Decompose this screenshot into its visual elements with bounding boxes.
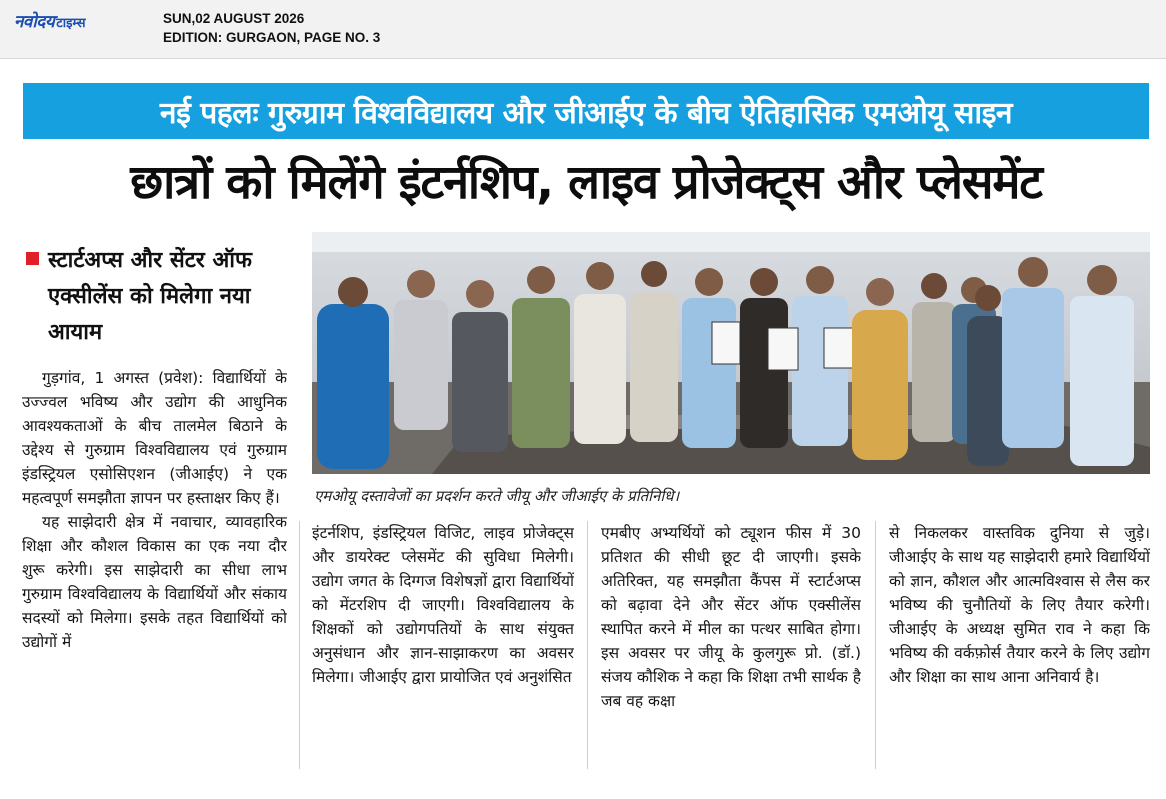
edition-page: EDITION: GURGAON, PAGE NO. 3 [163,30,381,45]
body-column-2 [312,521,574,781]
photo-caption: एमओयू दस्तावेजों का प्रदर्शन करते जीयू और जीआईए के प्रतिनिधि। [314,487,680,505]
subhead-text: स्टार्टअप्स और सेंटर ऑफ एक्सीलेंस को मिलेगा नया आयाम [48,248,252,345]
logo-sub-text: टाइम्स [56,16,86,31]
column-divider [299,521,300,769]
headline-text: छात्रों को मिलेंगे इंटर्नशिप, लाइव प्रोजेक्ट्स और प्लेसमेंट [130,155,1042,210]
article-photo [312,232,1150,474]
paragraph-5: से निकलकर वास्तविक दुनिया से जुड़े। जीआईए के साथ यह साझेदारी हमारे विद्यार्थियों को ज्ञान, कौशल और आत्मविश्वास से लैस कर भविष्य की चुनौतियों के लिए तैयार करेगी। जीआईए के अध्यक्ष सुमित राव ने कहा कि भविष्य की वर्कफ़ोर्स तैयार करने के लिए उद्योग और शिक्षा का साथ आना अनिवार्य है। [889,524,1150,686]
body-column-4 [889,521,1150,781]
article-headline [23,142,1149,224]
body-column-1 [22,366,287,786]
edition-date: SUN,02 AUGUST 2026 [163,11,305,26]
epaper-header [0,0,1166,59]
group-photo-illustration [312,232,1150,474]
column-divider [587,521,588,769]
article-subhead [26,243,296,351]
column-divider [875,521,876,769]
paragraph-3: इंटर्नशिप, इंडस्ट्रियल विजिट, लाइव प्रोजेक्ट्स और डायरेक्ट प्लेसमेंट की सुविधा मिलेगी। उद्योग जगत के दिग्गज विशेषज्ञों द्वारा विद्यार्थियों को मेंटरशिप दी जाएगी। विश्वविद्यालय के शिक्षकों को उद्योगपतियों के साथ संयुक्त अनुसंधान और ज्ञान-साझाकरण का अवसर मिलेगा। जीआईए द्वारा प्रायोजित एवं अनुशंसित [312,524,574,686]
paragraph-2: यह साझेदारी क्षेत्र में नवाचार, व्यावहारिक शिक्षा और कौशल विकास का एक नया दौर शुरू करेगी। इस साझेदारी का सीधा लाभ गुरुग्राम विश्वविद्यालय के विद्यार्थियों और संकाय सदस्यों को मिलेगा। इसके तहत विद्यार्थियों को उद्योगों में [22,513,287,651]
newspaper-logo[interactable] [14,9,86,32]
red-bullet-icon [26,252,39,265]
kicker-banner [23,83,1149,139]
paragraph-4: एमबीए अभ्यर्थियों को ट्यूशन फीस में 30 प्रतिशत की सीधी छूट दी जाएगी। इसके अतिरिक्त, यह समझौता कैंपस में स्टार्टअप्स को बढ़ावा देने और सेंटर ऑफ एक्सीलेंस स्थापित करने में मील का पत्थर साबित होगा। इस अवसर पर जीयू के कुलगुरू प्रो. (डॉ.) संजय कौशिक ने कहा कि शिक्षा तभी सार्थक है जब वह कक्षा [601,524,861,710]
body-column-3 [601,521,861,781]
paragraph-1: गुड़गांव, 1 अगस्त (प्रवेश): विद्यार्थियों के उज्ज्वल भविष्य और उद्योग की आधुनिक आवश्यकताओं के बीच तालमेल बिठाने के उद्देश्य से गुरुग्राम विश्वविद्यालय एवं गुरुग्राम इंडस्ट्रियल एसोसिएशन (जीआईए) ने एक महत्वपूर्ण समझौता ज्ञापन पर हस्ताक्षर किए हैं। [22,369,287,507]
logo-main-text: नवोदय [14,12,55,32]
kicker-text: नई पहलः गुरुग्राम विश्वविद्यालय और जीआईए के बीच ऐतिहासिक एमओयू साइन [159,95,1013,131]
edition-meta [163,9,380,47]
